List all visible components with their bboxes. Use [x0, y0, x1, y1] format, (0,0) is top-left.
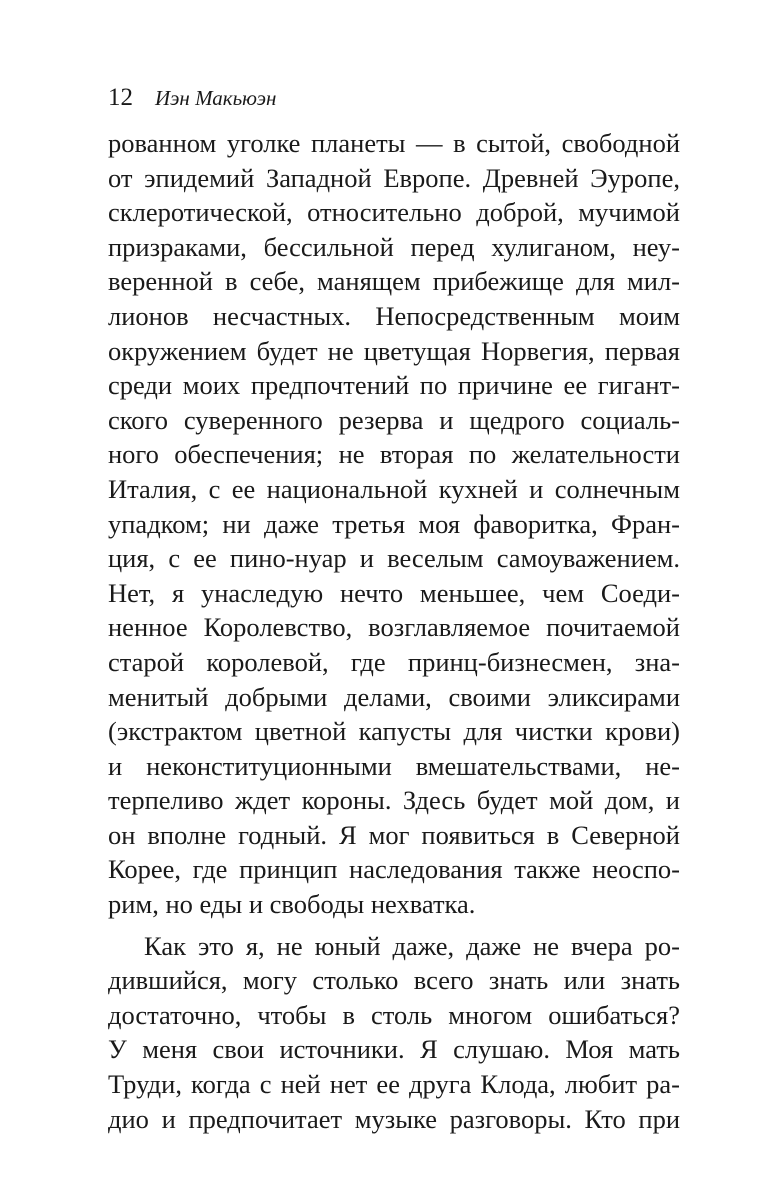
text-line: ненное Королевство, возглавляемое почитаемой: [108, 612, 680, 643]
text-line: призраками, бессильной перед хулиганом, неу-: [108, 231, 680, 262]
text-line: лионов несчастных. Непосредственным моим: [108, 300, 680, 331]
text-line: Италия, с ее национальной кухней и солнечным: [108, 473, 680, 504]
text-line: терпеливо ждет короны. Здесь будет мой дом, и: [108, 785, 680, 816]
running-head: [108, 84, 276, 116]
text-line: дио и предпочитает музыке разговоры. Кто при: [108, 1103, 680, 1134]
text-line: и неконституционными вмешательствами, не-: [108, 750, 680, 781]
text-line: от эпидемий Западной Европе. Древней Эуропе,: [108, 162, 680, 193]
text-line: старой королевой, где принц-бизнесмен, зна-: [108, 646, 680, 677]
text-line: Как это я, не юный даже, даже не вчера ро-: [144, 930, 680, 961]
text-line: дившийся, могу столько всего знать или знать: [108, 965, 680, 996]
text-line: ция, с ее пино-нуар и веселым самоуважением.: [108, 543, 680, 574]
text-line: У меня свои источники. Я слушаю. Моя мать: [108, 1034, 680, 1065]
text-line: окружением будет не цветущая Норвегия, первая: [108, 335, 680, 366]
text-line: достаточно, чтобы в столь многом ошибаться?: [108, 999, 680, 1030]
text-line: он вполне годный. Я мог появиться в Северной: [108, 819, 680, 850]
text-line: склеротической, относительно доброй, мучимой: [108, 197, 680, 228]
page-number: 12: [108, 84, 133, 111]
text-line: ского суверенного резерва и щедрого социаль-: [108, 404, 680, 435]
text-line: менитый добрыми делами, своими эликсирами: [108, 681, 680, 712]
paragraph: [108, 929, 680, 1137]
text-line: Нет, я унаследую нечто меньшее, чем Соеди-: [108, 577, 680, 608]
author-name: Иэн Макьюэн: [155, 86, 277, 110]
text-line: среди моих предпочтений по причине ее гигант-: [108, 370, 680, 401]
text-line: рованном уголке планеты — в сытой, свободной: [108, 128, 680, 158]
paragraph: [108, 126, 680, 922]
body-text: [108, 126, 680, 1136]
text-line: рим, но еды и свободы нехватка.: [108, 889, 476, 920]
text-line: (экстрактом цветной капусты для чистки крови): [108, 716, 680, 747]
text-line: веренной в себе, манящем прибежище для мил-: [108, 266, 680, 297]
text-line: Труди, когда с ней нет ее друга Клода, любит ра-: [108, 1069, 680, 1100]
text-line: упадком; ни даже третья моя фаворитка, Фран-: [108, 508, 680, 539]
text-line: ного обеспечения; не вторая по желательности: [108, 439, 680, 470]
text-line: Корее, где принцип наследования также неоспо-: [108, 854, 680, 885]
